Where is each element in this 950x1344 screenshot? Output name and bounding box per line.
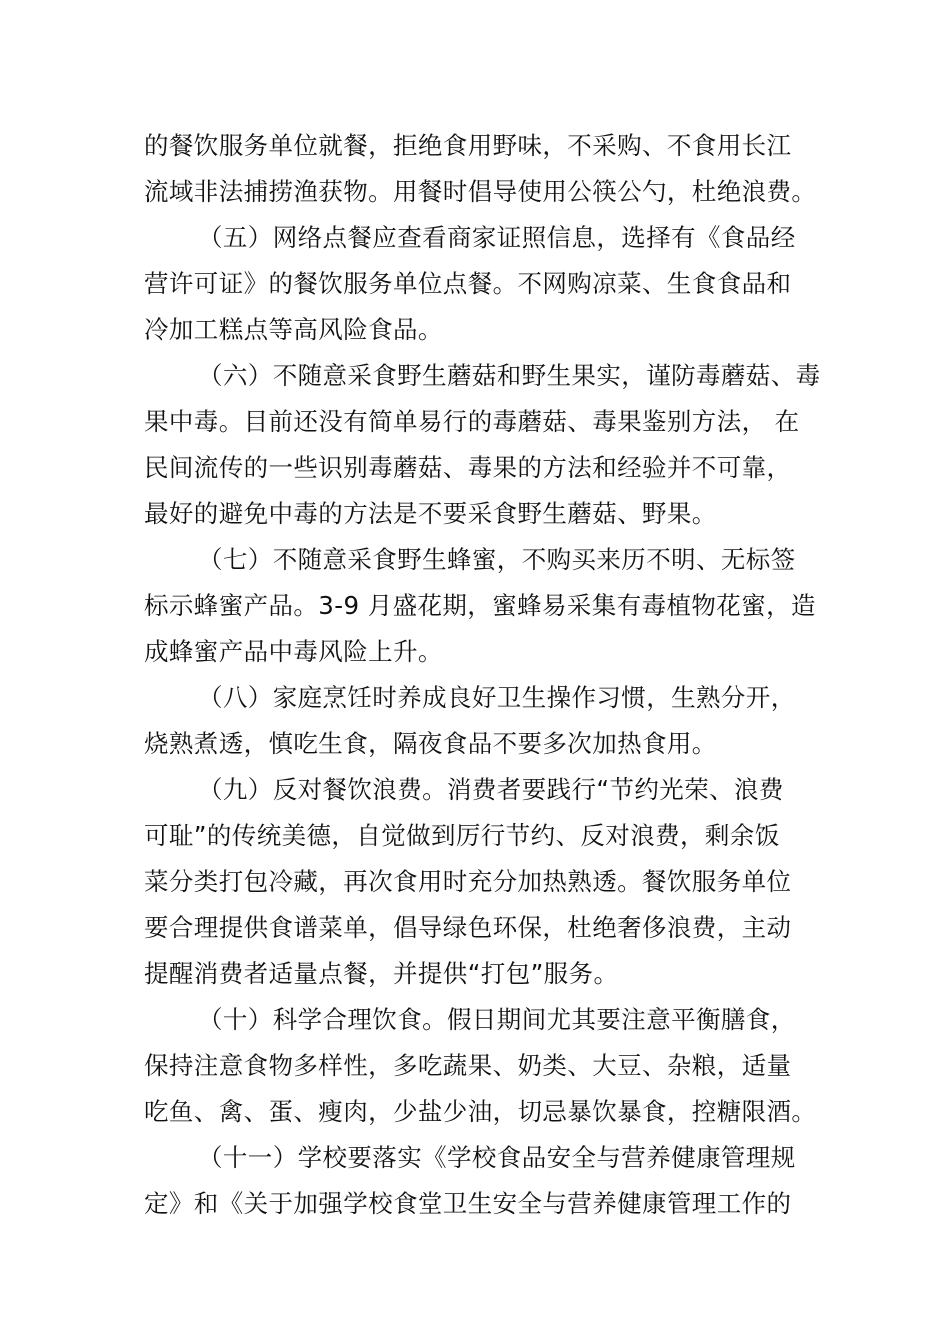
text-line: 吃鱼、禽、蛋、瘦肉，少盐少油，切忌暴饮暴食，控糖限酒。: [144, 1097, 817, 1126]
text-line: 烧熟煮透，慎吃生食，隔夜食品不要多次加热食用。: [144, 729, 717, 758]
text-line: 标示蜂蜜产品。3-9 月盛花期，蜜蜂易采集有毒植物花蜜，造: [144, 591, 816, 620]
text-line: 可耻”的传统美德，自觉做到厉行节约、反对浪费，剩余饭: [144, 821, 780, 850]
paragraph-start-line: （七）不随意采食野生蜂蜜，不购买来历不明、无标签: [198, 545, 796, 574]
text-line: 营许可证》的餐饮服务单位点餐。不网购凉菜、生食食品和: [144, 269, 792, 298]
text-line: 的餐饮服务单位就餐，拒绝食用野味，不采购、不食用长江: [144, 131, 792, 160]
paragraph-start-line: （六）不随意采食野生蘑菇和野生果实，谨防毒蘑菇、毒: [198, 361, 821, 390]
paragraph-start-line: （十一）学校要落实《学校食品安全与营养健康管理规: [198, 1143, 796, 1172]
text-line: 果中毒。目前还没有简单易行的毒蘑菇、毒果鉴别方法， 在: [144, 407, 800, 436]
document-body: [144, 123, 834, 1227]
text-line: 定》和《关于加强学校食堂卫生安全与营养健康管理工作的: [144, 1189, 792, 1218]
paragraph-start-line: （五）网络点餐应查看商家证照信息，选择有《食品经: [198, 223, 796, 252]
text-line: 冷加工糕点等高风险食品。: [144, 315, 443, 344]
paragraph-start-line: （九）反对餐饮浪费。消费者要践行“节约光荣、浪费: [198, 775, 784, 804]
text-line: 成蜂蜜产品中毒风险上升。: [144, 637, 443, 666]
paragraph-start-line: （八）家庭烹饪时养成良好卫生操作习惯，生熟分开，: [198, 683, 796, 712]
text-line: 民间流传的一些识别毒蘑菇、毒果的方法和经验并不可靠，: [144, 453, 792, 482]
text-line: 最好的避免中毒的方法是不要采食野生蘑菇、野果。: [144, 499, 717, 528]
text-line: 流域非法捕捞渔获物。用餐时倡导使用公筷公勺，杜绝浪费。: [144, 177, 817, 206]
text-line: 菜分类打包冷藏，再次食用时充分加热熟透。餐饮服务单位: [144, 867, 792, 896]
text-line: 提醒消费者适量点餐，并提供“打包”服务。: [144, 959, 619, 988]
text-line: 要合理提供食谱菜单，倡导绿色环保，杜绝奢侈浪费，主动: [144, 913, 792, 942]
paragraph-start-line: （十）科学合理饮食。假日期间尤其要注意平衡膳食，: [198, 1005, 796, 1034]
text-line: 保持注意食物多样性，多吃蔬果、奶类、大豆、杂粮，适量: [144, 1051, 792, 1080]
